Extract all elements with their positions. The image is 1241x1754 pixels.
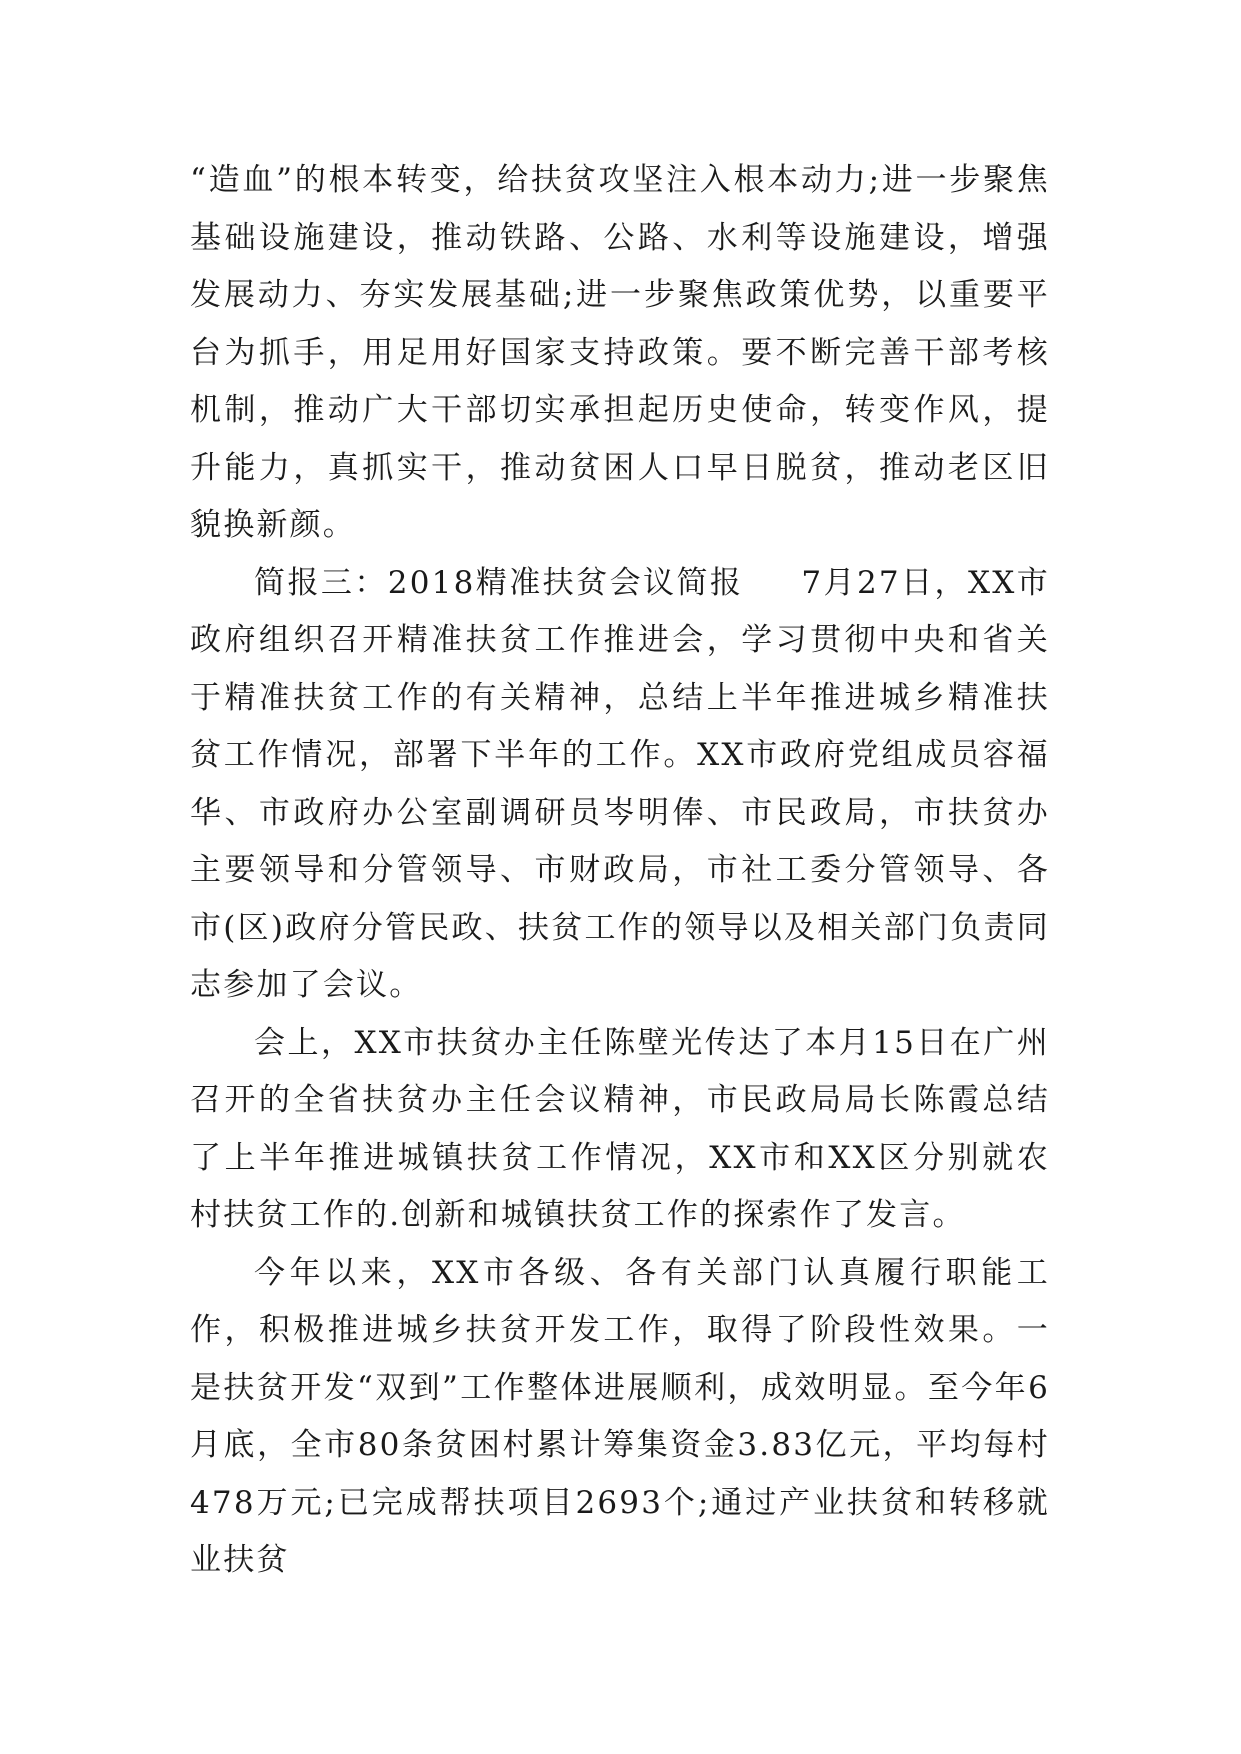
paragraph-3-text: 会上，XX市扶贫办主任陈壁光传达了本月15日在广州召开的全省扶贫办主任会议精神，市民政局局长陈霞总结了上半年推进城镇扶贫工作情况，XX市和XX区分别就农村扶贫工作的.创新和城镇扶贫工作的探索作了发言。 [190, 1024, 1050, 1233]
paragraph-4 [190, 1245, 1050, 1590]
document-page [190, 152, 1050, 1590]
paragraph-3 [190, 1015, 1050, 1245]
bulletin-heading: 简报三：2018精准扶贫会议简报 [254, 564, 744, 601]
paragraph-2 [190, 555, 1050, 1015]
paragraph-4-text: 今年以来，XX市各级、各有关部门认真履行职能工作，积极推进城乡扶贫开发工作，取得了阶段性效果。一是扶贫开发“双到”工作整体进展顺利，成效明显。至今年6月底，全市80条贫困村累计筹集资金3.83亿元，平均每村478万元;已完成帮扶项目2693个;通过产业扶贫和转移就业扶贫 [190, 1254, 1050, 1578]
paragraph-2-text: 7月27日，XX市政府组织召开精准扶贫工作推进会，学习贯彻中央和省关于精准扶贫工作的有关精神，总结上半年推进城乡精准扶贫工作情况，部署下半年的工作。XX市政府党组成员容福华、市政府办公室副调研员岑明俸、市民政局，市扶贫办主要领导和分管领导、市财政局，市社工委分管领导、各市(区)政府分管民政、扶贫工作的领导以及相关部门负责同志参加了会议。 [190, 564, 1050, 1003]
paragraph-1 [190, 152, 1050, 555]
paragraph-1-text: “造血”的根本转变，给扶贫攻坚注入根本动力;进一步聚焦基础设施建设，推动铁路、公路、水利等设施建设，增强发展动力、夯实发展基础;进一步聚焦政策优势，以重要平台为抓手，用足用好国家支持政策。要不断完善干部考核机制，推动广大干部切实承担起历史使命，转变作风，提升能力，真抓实干，推动贫困人口早日脱贫，推动老区旧貌换新颜。 [190, 162, 1050, 543]
